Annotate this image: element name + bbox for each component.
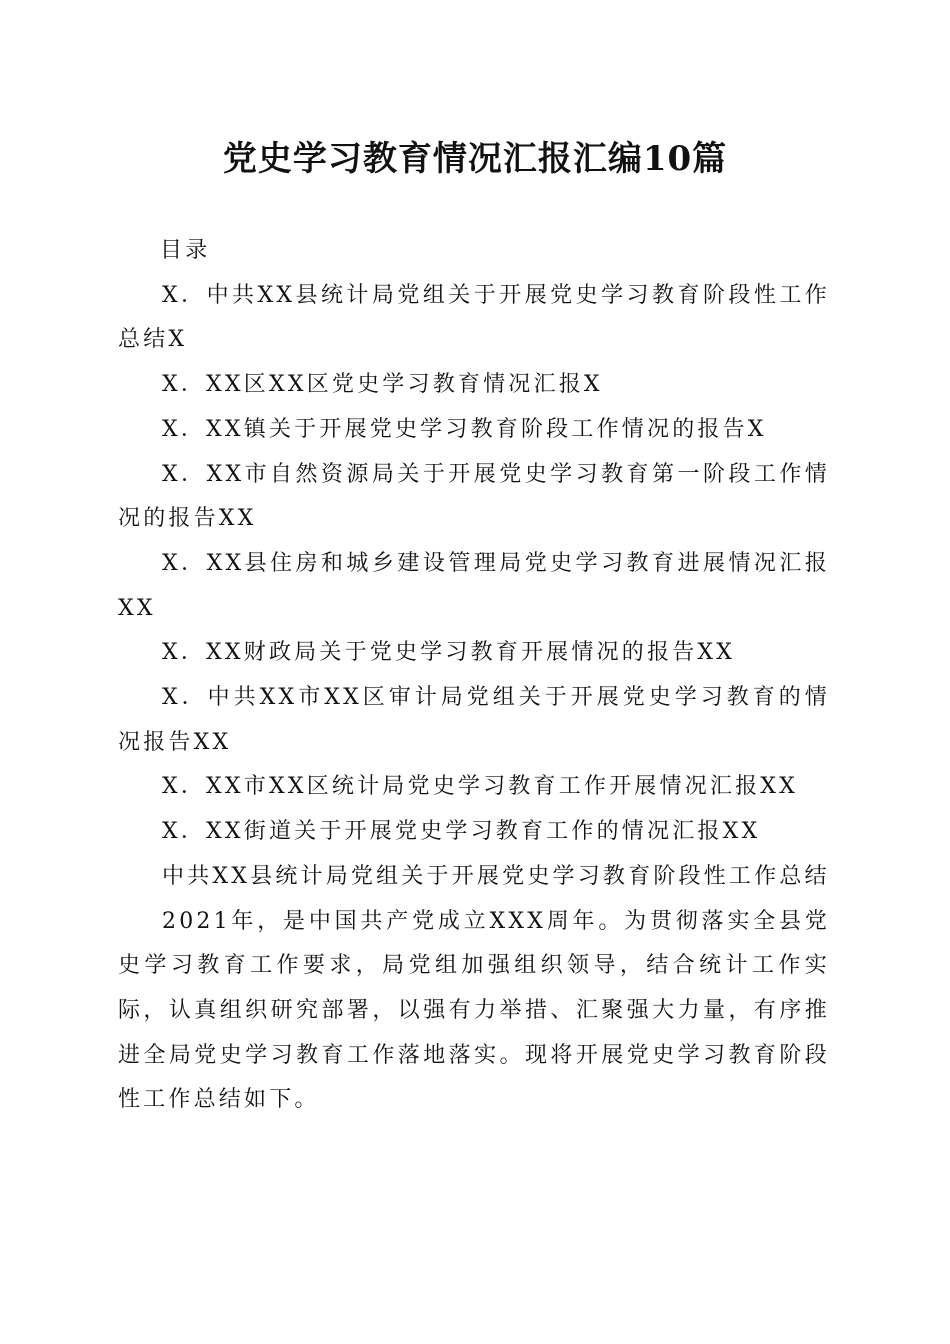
toc-item-6: X．XX财政局关于党史学习教育开展情况的报告XX (162, 640, 736, 666)
toc-item-9: X．XX街道关于开展党史学习教育工作的情况汇报XX (162, 819, 761, 845)
toc-item-7: X．中共XX市XX区审计局党组关于开展党史学习教育的情况报告XX (118, 685, 830, 755)
toc-item-8: X．XX市XX区统计局党史学习教育工作开展情况汇报XX (162, 774, 799, 800)
toc-item-3: X．XX镇关于开展党史学习教育阶段工作情况的报告X (162, 416, 767, 442)
section-heading: 中共XX县统计局党组关于开展党史学习教育阶段性工作总结 (162, 863, 830, 889)
toc-item-4: X．XX市自然资源局关于开展党史学习教育第一阶段工作情况的报告XX (118, 461, 830, 532)
toc-heading: 目录 (160, 238, 211, 263)
document-title: 党史学习教育情况汇报汇编10篇 (222, 139, 728, 179)
toc-item-1: X．中共XX县统计局党组关于开展党史学习教育阶段性工作总结X (118, 282, 830, 353)
document-body (118, 229, 830, 1123)
toc-item-5: X．XX县住房和城乡建设管理局党史学习教育进展情况汇报XX (118, 550, 830, 621)
toc-item-2: X．XX区XX区党史学习教育情况汇报X (162, 372, 603, 398)
intro-paragraph: 2021年，是中国共产党成立XXX周年。为贯彻落实全县党史学习教育工作要求，局党组加强组织领导，结合统计工作实际，认真组织研究部署，以强有力举措、汇聚强大力量，有序推进全局党史学习教育工作落地落实。现将开展党史学习教育阶段性工作总结如下。 (118, 908, 830, 1113)
